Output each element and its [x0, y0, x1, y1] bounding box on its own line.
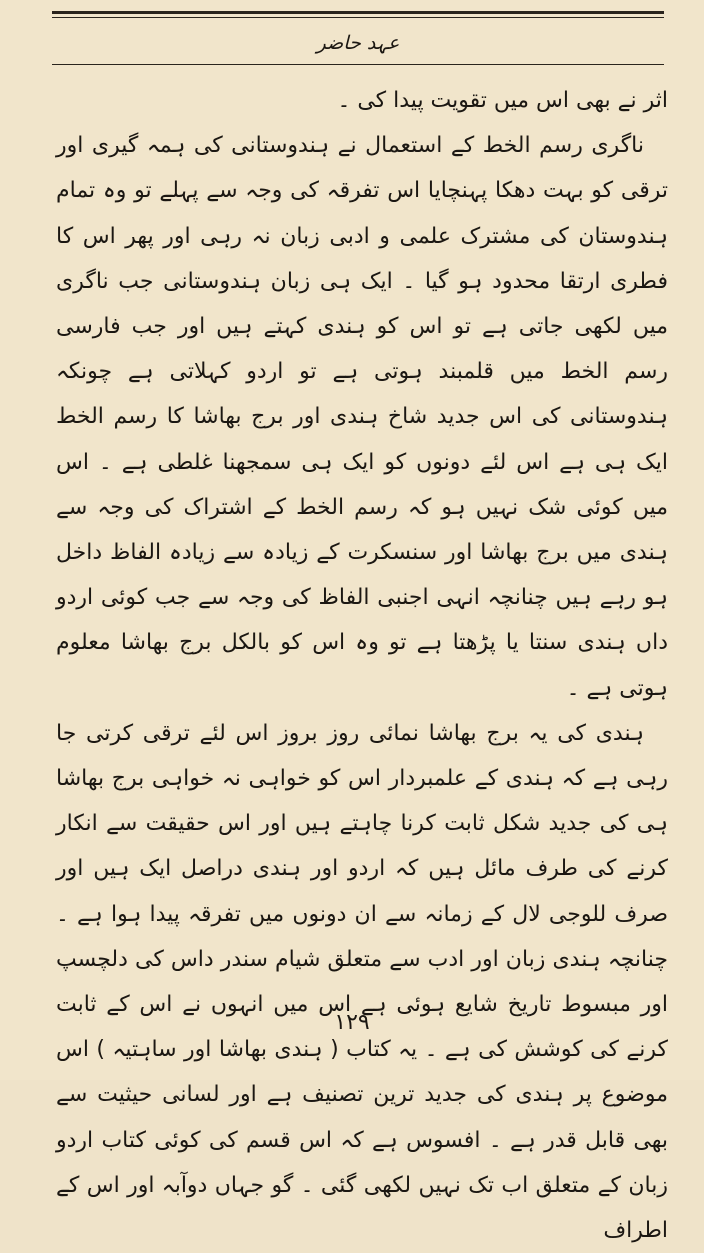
paragraph-continuation: اثر نے بھی اس میں تقویت پیدا کی ۔ [337, 88, 668, 113]
top-double-rule [52, 11, 664, 14]
page-number: ۱۲۹ [334, 1010, 370, 1035]
header-underline [52, 64, 664, 65]
running-head: عہد حاضر [316, 32, 400, 54]
paragraph-nagari-script: ناگری رسم الخط کے استعمال نے ہندوستانی کی ہمہ گیری اور ترقی کو بہت دھکا پہنچایا اس تفرقہ کی وجہ سے پہلے تو وہ تمام ہندوستان کی مشترک علمی و ادبی زبان نہ رہی اور پھر اس کا فطری ارتقا محدود ہو گیا ۔ ایک ہی زبان ہندوستانی جب ناگری میں لکھی جاتی ہے تو اس کو ہندی کہتے ہیں اور جب فارسی رسم الخط میں قلمبند ہوتی ہے تو اردو کہلاتی ہے چونکہ ہندوستانی کی اس جدید شاخ ہندی اور برج بھاشا کا رسم الخط ایک ہی ہے اس لئے دونوں کو ایک ہی سمجھنا غلطی ہے ۔ اس میں کوئی شک نہیں ہو کہ رسم الخط کے اشتراک کی وجہ سے ہندی میں برج بھاشا اور سنسکرت کے زیادہ سے زیادہ الفاظ داخل ہو رہے ہیں چنانچہ انہی اجنبی الفاظ کی وجہ سے جب کوئی اردو داں ہندی سنتا یا پڑھتا ہے تو وہ اس کو بالکل برج بھاشا معلوم ہوتی ہے ۔ [56, 133, 668, 701]
top-thin-rule [52, 17, 664, 18]
paragraph-braj-bhasha: ہندی کی یہ برج بھاشا نمائی روز بروز اس لئے ترقی کرتی جا رہی ہے کہ ہندی کے علمبردار اس کو خواہی نہ خواہی برج بھاشا ہی کی جدید شکل ثابت کرنا چاہتے ہیں اور اس حقیقت سے انکار کرنے کی طرف مائل ہیں کہ اردو اور ہندی دراصل ایک ہیں اور صرف للوجی لال کے زمانہ سے ان دونوں میں تفرقہ پیدا ہوا ہے ۔ چنانچہ ہندی زبان اور ادب سے متعلق شیام سندر داس کی دلچسپ اور مبسوط تاریخ شایع ہوئی ہے اس میں انہوں نے اس کے ثابت کرنے کی کوشش کی ہے ۔ یہ کتاب ( ہندی بھاشا اور ساہتیہ ) اس موضوع پر ہندی کی جدید ترین تصنیف ہے اور لسانی حیثیت سے بھی قابل قدر ہے ۔ افسوس ہے کہ اس قسم کی کوئی کتاب اردو زبان کے متعلق اب تک نہیں لکھی گئی ۔ گو جہاں دوآبہ اور اس کے اطراف [56, 720, 668, 1244]
body-text [56, 78, 668, 1253]
